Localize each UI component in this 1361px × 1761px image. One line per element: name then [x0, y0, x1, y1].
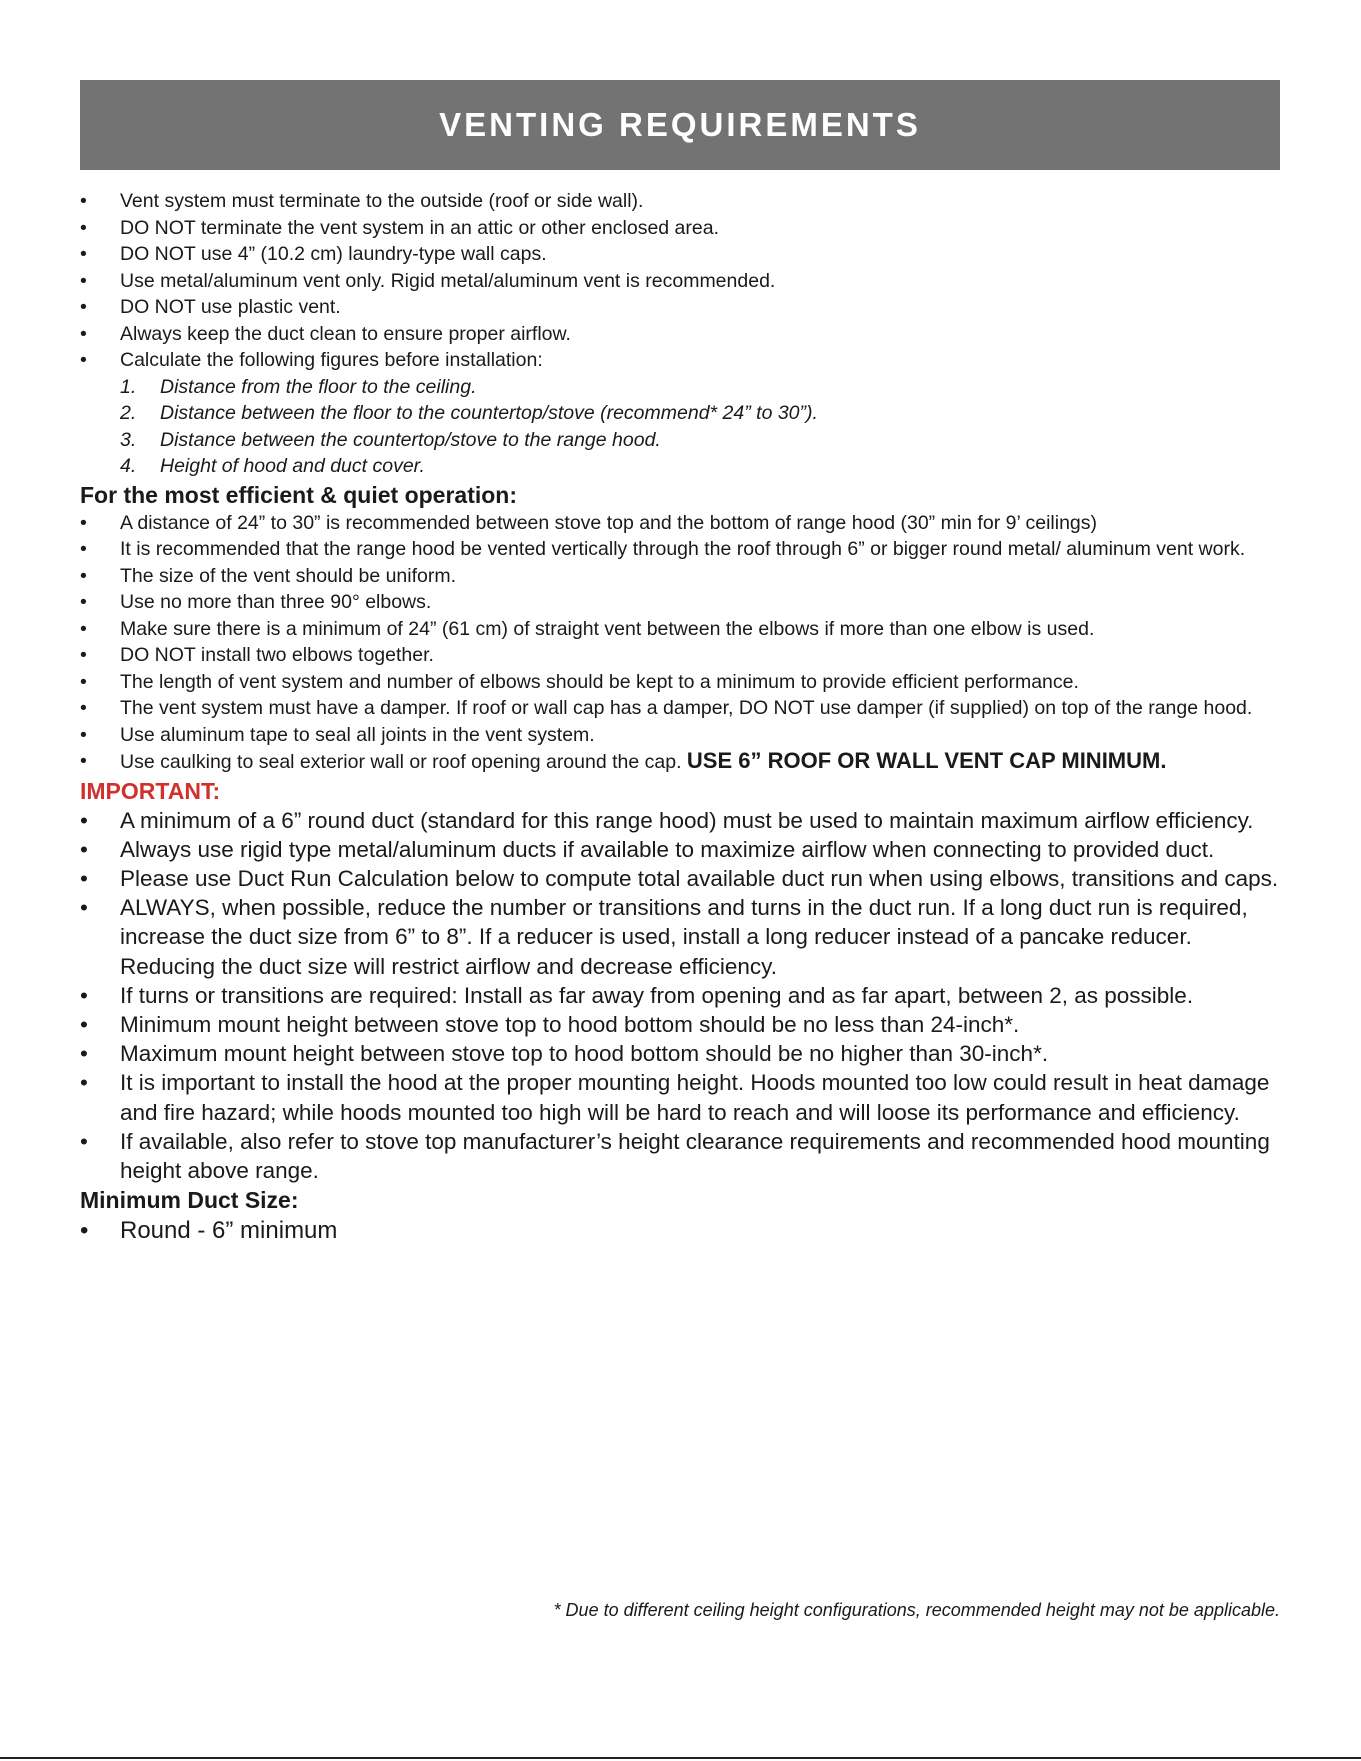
list-item: • Use aluminum tape to seal all joints in the vent system. — [80, 722, 1280, 749]
list-item: • Please use Duct Run Calculation below to compute total available duct run when using elbows, transitions and caps. — [80, 864, 1280, 893]
list-item: • Vent system must terminate to the outside (roof or side wall). — [80, 188, 1280, 215]
step-text: Distance between the countertop/stove to the range hood. — [160, 428, 661, 451]
list-item: • The size of the vent should be uniform. — [80, 563, 1280, 590]
list-item: • Round - 6” minimum — [80, 1215, 1280, 1247]
list-item: • ALWAYS, when possible, reduce the number or transitions and turns in the duct run. If a long duct run is required, increase the duct size from 6” to 8”. If a reducer is used, install a long reducer instead of a pancake reducer. Reducing the duct size will restrict airflow and decrease efficiency. — [80, 893, 1280, 981]
caulking-text: Use caulking to seal exterior wall or roof opening around the cap. — [120, 751, 682, 773]
list-item: • If available, also refer to stove top manufacturer’s height clearance requirements and recommended hood mounting height above range. — [80, 1127, 1280, 1185]
list-item: • DO NOT use plastic vent. — [80, 294, 1280, 321]
list-item: • If turns or transitions are required: Install as far away from opening and as far apart, between 2, as possible. — [80, 981, 1280, 1010]
step-item — [80, 453, 1280, 480]
page-title: VENTING REQUIREMENTS — [439, 106, 921, 143]
minimum-duct-size-list — [80, 1215, 1280, 1247]
document-body — [80, 188, 1280, 1247]
list-item: • A distance of 24” to 30” is recommended between stove top and the bottom of range hood (30” min for 9’ ceilings) — [80, 510, 1280, 537]
step-item — [80, 427, 1280, 454]
step-text: Distance from the floor to the ceiling. — [160, 375, 477, 398]
general-requirements-list — [80, 188, 1280, 374]
list-item: • Calculate the following figures before installation: — [80, 347, 1280, 374]
efficient-operation-heading: For the most efficient & quiet operation: — [80, 481, 518, 508]
step-number: 2. — [120, 402, 137, 424]
efficient-operation-list — [80, 510, 1280, 776]
list-item: • The length of vent system and number of elbows should be kept to a minimum to provide efficient performance. — [80, 669, 1280, 696]
list-item: • DO NOT terminate the vent system in an attic or other enclosed area. — [80, 215, 1280, 242]
bottom-divider — [0, 1757, 1361, 1759]
step-item — [80, 374, 1280, 401]
step-text: Height of hood and duct cover. — [160, 455, 425, 477]
footnote: * Due to different ceiling height configurations, recommended height may not be applicable. — [553, 1600, 1280, 1620]
list-item: • Always use rigid type metal/aluminum ducts if available to maximize airflow when connecting to provided duct. — [80, 835, 1280, 864]
list-item: • Always keep the duct clean to ensure proper airflow. — [80, 321, 1280, 348]
vent-cap-emphasis: USE 6” ROOF OR WALL VENT CAP MINIMUM. — [686, 748, 1167, 773]
list-item: • Use metal/aluminum vent only. Rigid metal/aluminum vent is recommended. — [80, 268, 1280, 295]
step-item — [80, 400, 1280, 427]
list-item: • DO NOT install two elbows together. — [80, 642, 1280, 669]
list-item: • It is recommended that the range hood be vented vertically through the roof through 6” or bigger round metal/ aluminum vent work. — [80, 536, 1280, 563]
step-number: 4. — [120, 455, 137, 477]
list-item: • The vent system must have a damper. If roof or wall cap has a damper, DO NOT use damper (if supplied) on top of the range hood. — [80, 695, 1280, 722]
minimum-duct-size-heading: Minimum Duct Size: — [80, 1187, 299, 1214]
step-text: Distance between the floor to the countertop/stove (recommend* 24” to 30”). — [160, 402, 818, 424]
important-list — [80, 806, 1280, 1186]
list-item: • Maximum mount height between stove top to hood bottom should be no higher than 30-inch*. — [80, 1039, 1280, 1068]
list-item: • Use no more than three 90° elbows. — [80, 589, 1280, 616]
list-item: • It is important to install the hood at the proper mounting height. Hoods mounted too low could result in heat damage and fire hazard; while hoods mounted too high will be hard to reach and will loose its performance and efficiency. — [80, 1068, 1280, 1126]
list-item: • Minimum mount height between stove top to hood bottom should be no less than 24-inch*. — [80, 1010, 1280, 1039]
list-item: • A minimum of a 6” round duct (standard for this range hood) must be used to maintain maximum airflow efficiency. — [80, 806, 1280, 835]
calculation-steps-list — [80, 374, 1280, 480]
section-banner — [80, 80, 1280, 170]
important-heading: IMPORTANT: — [80, 777, 221, 804]
list-item: • Make sure there is a minimum of 24” (61 cm) of straight vent between the elbows if more than one elbow is used. — [80, 616, 1280, 643]
list-item: • DO NOT use 4” (10.2 cm) laundry-type wall caps. — [80, 241, 1280, 268]
step-number: 1. — [120, 375, 137, 398]
step-number: 3. — [120, 428, 137, 451]
list-item — [80, 748, 1280, 776]
